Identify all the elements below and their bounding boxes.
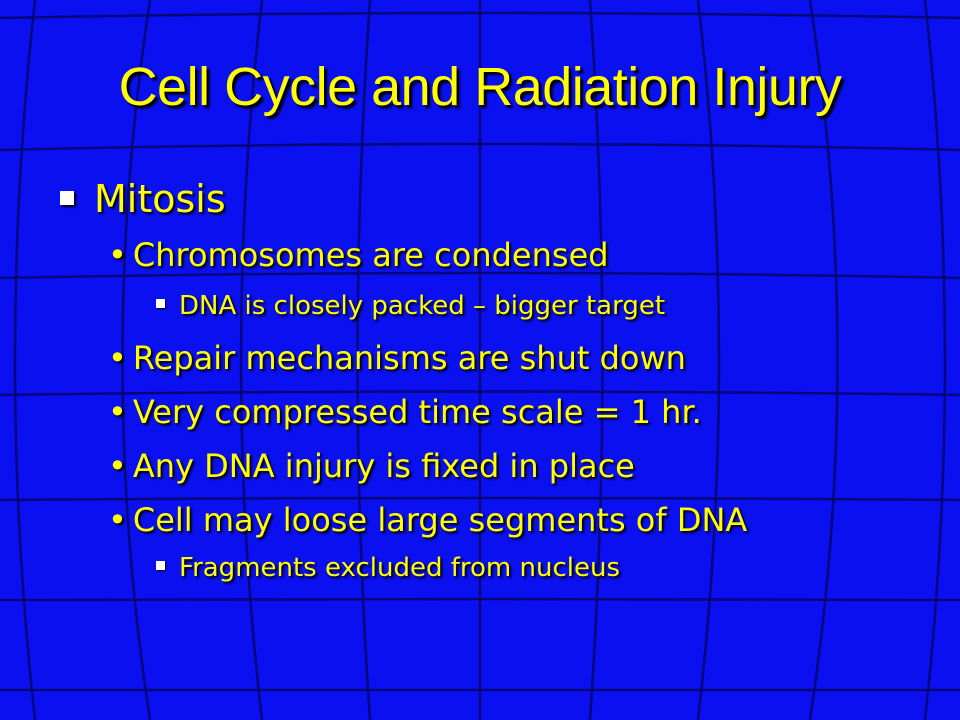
bullet-label: Repair mechanisms are shut down (132, 339, 686, 377)
dot-bullet-icon: • (108, 447, 127, 485)
bullet-fragments-excluded (156, 553, 620, 583)
dot-bullet-icon: • (108, 236, 127, 274)
square-bullet-icon (60, 191, 74, 205)
bullet-label: Cell may loose large segments of DNA (132, 501, 748, 539)
bullet-chromosomes-condensed (108, 236, 609, 274)
dot-bullet-icon: • (108, 339, 127, 377)
bullet-label: DNA is closely packed – bigger target (179, 291, 666, 321)
bullet-label: Very compressed time scale = 1 hr. (132, 393, 702, 431)
bullet-label: Any DNA injury is fixed in place (132, 447, 635, 485)
bullet-label: Chromosomes are condensed (132, 236, 609, 274)
bullet-dna-closely-packed (156, 291, 665, 321)
bullet-label: Fragments excluded from nucleus (179, 553, 620, 583)
square-bullet-icon (156, 561, 165, 570)
bullet-repair-mechanisms (108, 339, 686, 377)
bullet-label: Mitosis (94, 177, 226, 221)
bullet-loose-segments (108, 501, 747, 539)
bullet-compressed-time-scale (108, 393, 702, 431)
slide-title: Cell Cycle and Radiation Injury (118, 57, 842, 117)
bullet-mitosis (60, 177, 226, 221)
bullet-dna-injury-fixed (108, 447, 635, 485)
dot-bullet-icon: • (108, 393, 127, 431)
dot-bullet-icon: • (108, 501, 127, 539)
square-bullet-icon (156, 299, 165, 308)
